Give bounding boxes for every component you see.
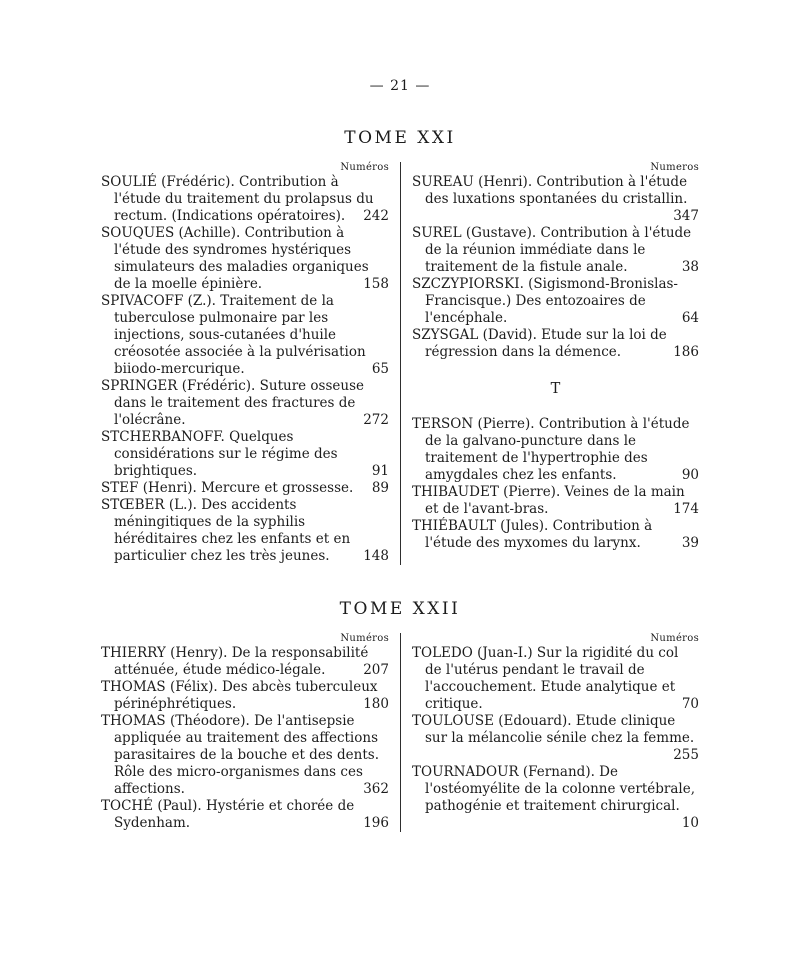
index-entry [101, 798, 389, 832]
index-columns [101, 162, 699, 565]
index-entry [412, 276, 699, 327]
index-entry [101, 679, 389, 713]
index-entry [101, 497, 389, 565]
entry-text: SPIVACOFF (Z.). Traitement de la tuberculose pulmonaire par les injections, sous-cutanées d'huile créosotée associée à la pulvérisation biiodo-mercurique. [101, 293, 366, 377]
entry-text: SPRINGER (Frédéric). Suture osseuse dans le traitement des fractures de l'olécrâne. [101, 378, 365, 428]
tome-title: TOME XXII [339, 599, 461, 619]
entry-text: SOULIÉ (Frédéric). Contribution à l'étude du traitement du prolapsus du rectum. (Indications opératoires). [101, 174, 374, 224]
index-column-left [101, 162, 400, 565]
entry-text: TOURNADOUR (Fernand). De l'ostéomyélite de la colonne vertébrale, pathogénie et traitement chirurgical. [412, 764, 695, 814]
index-entry [101, 429, 389, 480]
entry-text: THOMAS (Théodore). De l'antisepsie appliquée au traitement des affections parasitaires de la bouche et des dents. Rôle des micro-organismes dans ces affections. [101, 713, 379, 797]
entry-number: 362 [363, 781, 389, 797]
entry-number: 272 [363, 412, 389, 428]
index-entry [412, 225, 699, 276]
entry-number: 255 [673, 747, 699, 763]
numeros-header: Numéros [340, 633, 389, 644]
entry-number: 174 [673, 501, 699, 517]
entry-number: 91 [371, 463, 389, 479]
entry-text: STCHERBANOFF. Quelques considérations sur le régime des brightiques. [101, 429, 338, 479]
entry-text: TOCHÉ (Paul). Hystérie et chorée de Sydenham. [101, 798, 355, 831]
entry-number: 39 [681, 535, 699, 551]
entry-number: 65 [371, 361, 389, 377]
entry-text: SZYSGAL (David). Etude sur la loi de régression dans la démence. [412, 327, 667, 360]
entry-text: SOUQUES (Achille). Contribution à l'étude des syndromes hystériques simulateurs des maladies organiques de la moelle épinière. [101, 225, 369, 292]
entry-number: 64 [681, 310, 699, 326]
index-entry [101, 174, 389, 225]
index-column-right [400, 162, 699, 565]
entry-text: THIÉBAULT (Jules). Contribution à l'étude des myxomes du larynx. [412, 518, 653, 551]
numeros-header: Numéros [650, 633, 699, 644]
index-entry [412, 416, 699, 484]
tome-title: TOME XXI [344, 128, 456, 148]
entry-number: 70 [681, 696, 699, 712]
entry-number: 196 [363, 815, 389, 831]
entry-number: 90 [681, 467, 699, 483]
index-column-right [400, 633, 699, 832]
numeros-header: Numéros [340, 162, 389, 173]
entry-text: THOMAS (Félix). Des abcès tuberculeux périnéphrétiques. [101, 679, 378, 712]
numeros-header: Numeros [650, 162, 699, 173]
index-column-left [101, 633, 400, 832]
index-entry [412, 713, 699, 764]
entry-text: THIBAUDET (Pierre). Veines de la main et de l'avant-bras. [412, 484, 685, 517]
entry-number: 38 [681, 259, 699, 275]
tome-sections-container [0, 128, 800, 832]
entry-number: 89 [371, 480, 389, 496]
index-entry [101, 645, 389, 679]
index-entry [101, 713, 389, 798]
index-entry [101, 378, 389, 429]
letter-heading: T [550, 381, 561, 397]
entry-number: 158 [363, 276, 389, 292]
entry-text: TOLEDO (Juan-I.) Sur la rigidité du col de l'utérus pendant le travail de l'accouchement. Etude analytique et critique. [412, 645, 679, 712]
index-entry [101, 480, 389, 497]
entry-text: TOULOUSE (Edouard). Etude clinique sur la mélancolie sénile chez la femme. [412, 713, 695, 746]
entry-number: 186 [673, 344, 699, 360]
entry-number: 180 [363, 696, 389, 712]
tome-section [101, 128, 699, 565]
page-number: — 21 — [369, 78, 431, 94]
index-entry [412, 518, 699, 552]
entry-text: THIERRY (Henry). De la responsabilité atténuée, étude médico-légale. [101, 645, 369, 678]
index-entry [412, 174, 699, 225]
entry-text: STŒBER (L.). Des accidents méningitiques de la syphilis héréditaires chez les enfants et en particulier chez les très jeunes. [101, 497, 351, 564]
tome-section [101, 599, 699, 832]
entry-number: 148 [363, 548, 389, 564]
index-entry [412, 484, 699, 518]
entry-text: SZCZYPIORSKI. (Sigismond-Bronislas-Francisque.) Des entozoaires de l'encéphale. [412, 276, 678, 326]
entry-text: SUREL (Gustave). Contribution à l'étude de la réunion immédiate dans le traitement de la fistule anale. [412, 225, 692, 275]
entry-number: 242 [363, 208, 389, 224]
index-entry [412, 327, 699, 361]
index-entry [101, 225, 389, 293]
index-columns [101, 633, 699, 832]
entry-number: 347 [673, 208, 699, 224]
entry-text: SUREAU (Henri). Contribution à l'étude des luxations spontanées du cristallin. [412, 174, 688, 207]
entry-text: TERSON (Pierre). Contribution à l'étude de la galvano-puncture dans le traitement de l'hypertrophie des amygdales chez les enfants. [412, 416, 690, 483]
index-entry [412, 645, 699, 713]
index-entry [101, 293, 389, 378]
entry-text: STEF (Henri). Mercure et grossesse. [101, 480, 354, 496]
entry-number: 207 [363, 662, 389, 678]
entry-number: 10 [681, 815, 699, 831]
index-entry [412, 764, 699, 832]
